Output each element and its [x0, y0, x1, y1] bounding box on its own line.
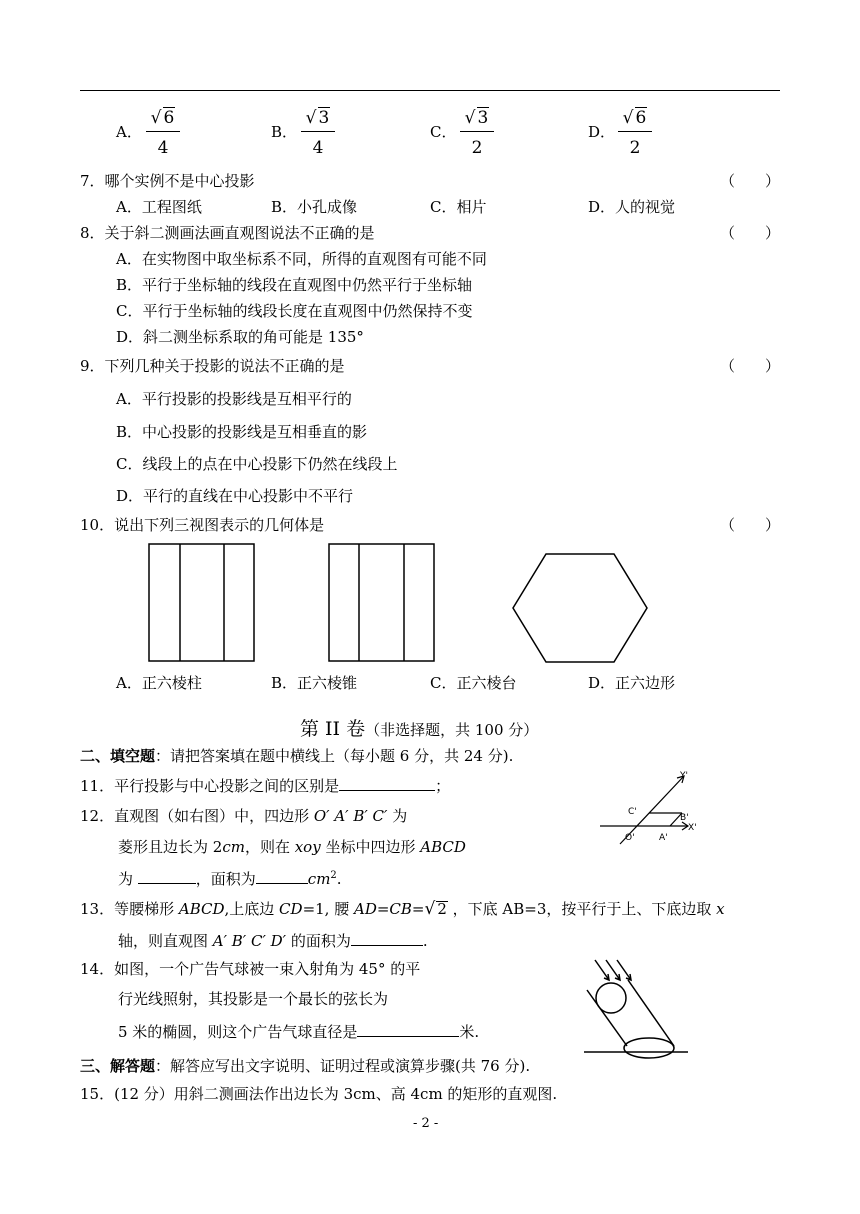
part2-subtitle: （非选择题，共 100 分）	[365, 721, 539, 739]
q12-text: ，则在	[244, 838, 295, 856]
point-label-o: O'	[625, 833, 635, 843]
q13-text: =	[411, 900, 425, 918]
q13-text: .	[422, 932, 428, 950]
q6-option-letter: C．	[430, 123, 457, 141]
q9-option-b: B．中心投影的投影线是互相垂直的影	[116, 423, 368, 441]
section2-label: 二、填空题	[80, 747, 156, 765]
q13-answer-blank[interactable]	[351, 931, 423, 946]
q12-area-blank[interactable]	[256, 869, 308, 884]
q6-option-letter: D．	[588, 123, 616, 141]
q7-option-a: A．工程图纸	[116, 198, 202, 216]
q11-text: 11．平行投影与中心投影之间的区别是	[80, 777, 340, 795]
denominator: 4	[312, 138, 324, 158]
q12-shape-blank[interactable]	[138, 869, 196, 884]
q13-radicand: 2	[437, 900, 447, 918]
q9-option-a: A．平行投影的投影线是互相平行的	[116, 390, 352, 408]
q8-answer-paren: （ ）	[720, 224, 781, 242]
part2-title: 第 II 卷	[300, 718, 366, 740]
q13-text: ,上底边	[224, 900, 280, 918]
radicand: 6	[163, 108, 175, 128]
q8-stem: 8．关于斜二测画法画直观图说法不正确的是	[80, 224, 375, 242]
q6-option-d-fraction: √ 6 2	[618, 107, 652, 158]
q13-line1: 13．等腰梯形 ABCD,上底边 CD=1, 腰 AD=CB=√ 2 ，下底 AB=3，按平行于上、下底边取 x	[80, 899, 725, 919]
q12-text: 为	[387, 807, 408, 825]
q9-stem: 9．下列几种关于投影的说法不正确的是	[80, 357, 345, 375]
q6-option-letter: A．	[116, 123, 142, 141]
section2-instructions: ：请把答案填在题中横线上（每小题 6 分，共 24 分).	[155, 747, 514, 765]
side-view-rect	[329, 544, 434, 661]
q12-line1	[80, 809, 407, 824]
section3-heading	[80, 1059, 530, 1074]
section2-heading	[80, 749, 513, 764]
section3-instructions: ：解答应写出文字说明、证明过程或演算步骤(共 76	[155, 1057, 505, 1075]
q13-segment-label: AD	[353, 900, 377, 918]
q10-stem: 10．说出下列三视图表示的几何体是	[80, 516, 325, 534]
q11	[80, 776, 450, 794]
radicand: 3	[477, 108, 489, 128]
q12-oblique-axes-figure	[596, 768, 706, 848]
axis-label-y: Y'	[680, 771, 688, 781]
q9-answer-paren: （ ）	[720, 357, 781, 375]
q14-balloon-figure	[582, 958, 692, 1068]
page-number: - 2 -	[413, 1116, 439, 1131]
q8-option-d: D．斜二测坐标系取的角可能是 135°	[116, 328, 364, 346]
denominator: 2	[471, 138, 483, 158]
q13-text: =1, 腰	[302, 900, 354, 918]
q6-option-b-fraction: √ 3 4	[301, 107, 335, 158]
radicand: 3	[318, 108, 330, 128]
q9-option-c: C．线段上的点在中心投影下仍然在线段上	[116, 455, 398, 473]
q12-unit: cm	[307, 870, 331, 888]
denominator: 2	[629, 138, 641, 158]
q10-option-a: A．正六棱柱	[116, 674, 202, 692]
section3-end: ).	[519, 1057, 531, 1075]
q13-text: ，下底 AB=3，按平行于上、下底边取	[447, 900, 717, 918]
point-label-c: C'	[628, 807, 637, 817]
q8-option-b: B．平行于坐标轴的线段在直观图中仍然平行于坐标轴	[116, 276, 473, 294]
q14-answer-blank[interactable]	[357, 1022, 459, 1037]
q14-line2: 行光线照射，其投影是一个最长的弦长为	[118, 990, 389, 1008]
part2-heading	[300, 720, 538, 739]
q10-option-c: C．正六棱台	[430, 674, 517, 692]
q12-text: 菱形且边长为 2	[118, 838, 223, 856]
q13-shape-label: ABCD	[178, 900, 225, 918]
q11-tail: ；	[435, 777, 451, 795]
q10-answer-paren: （ ）	[720, 516, 781, 534]
q12-text: 12．直观图（如右图）中，四边形	[80, 807, 314, 825]
q15-text: 15．(12 分）用斜二测画法作出边长为 3cm、高 4cm 的矩形的直观图.	[80, 1085, 558, 1103]
q7-option-b: B．小孔成像	[271, 198, 358, 216]
q14-line1: 14．如图，一个广告气球被一束入射角为 45° 的平	[80, 960, 421, 978]
q12-unit-exponent: 2	[330, 870, 337, 881]
point-label-b: B'	[680, 813, 689, 823]
q6-option-c-fraction: √ 3 2	[460, 107, 494, 158]
radicand: 6	[635, 108, 647, 128]
q12-shape-label: O′ A′ B′ C′	[313, 807, 388, 825]
q7-option-c: C．相片	[430, 198, 487, 216]
q13-text: 的面积为	[286, 932, 351, 950]
section3-label: 三、解答题	[80, 1057, 156, 1075]
q13-text: 轴，则直观图	[118, 932, 213, 950]
point-label-a: A'	[659, 833, 668, 843]
top-view-hexagon	[513, 554, 647, 662]
q12-line2	[118, 840, 466, 855]
q14-text: 米.	[459, 1023, 480, 1041]
q12-coord-label: xoy	[294, 838, 321, 856]
q10-option-d: D．正六边形	[588, 674, 676, 692]
q12-shape-label: ABCD	[420, 838, 466, 856]
q8-option-a: A．在实物图中取坐标系不同，所得的直观图有可能不同	[116, 250, 487, 268]
q6-option-a-fraction: √ 6 4	[146, 107, 180, 158]
denominator: 4	[157, 138, 169, 158]
q13-shape-label: A′ B′ C′ D′	[212, 932, 287, 950]
axis-label-x: X'	[688, 823, 697, 833]
q12-text: 为	[118, 870, 138, 888]
q12-text: 坐标中四边形	[320, 838, 421, 856]
front-view-rect	[149, 544, 254, 661]
q7-stem: 7．哪个实例不是中心投影	[80, 172, 255, 190]
q13-line2	[118, 931, 428, 949]
q13-axis-label: x	[716, 900, 725, 918]
q12-text: ，面积为	[195, 870, 256, 888]
q13-text: 13．等腰梯形	[80, 900, 179, 918]
q12-line3	[118, 869, 342, 887]
q13-segment-label: CD	[279, 900, 303, 918]
q12-text: .	[336, 870, 342, 888]
q10-option-b: B．正六棱锥	[271, 674, 358, 692]
q14-line3	[118, 1022, 479, 1040]
q13-text: =	[376, 900, 390, 918]
section3-unit: 分	[504, 1057, 520, 1075]
q13-segment-label: CB	[389, 900, 412, 918]
q7-answer-paren: （ ）	[720, 172, 781, 190]
q12-unit: cm	[222, 838, 245, 856]
q14-text: 5 米的椭圆，则这个广告气球直径是	[118, 1023, 358, 1041]
q7-option-d: D．人的视觉	[588, 198, 676, 216]
q11-answer-blank[interactable]	[339, 776, 435, 791]
q9-option-d: D．平行的直线在中心投影中不平行	[116, 487, 354, 505]
q8-option-c: C．平行于坐标轴的线段长度在直观图中仍然保持不变	[116, 302, 473, 320]
q6-option-letter: B．	[271, 123, 298, 141]
